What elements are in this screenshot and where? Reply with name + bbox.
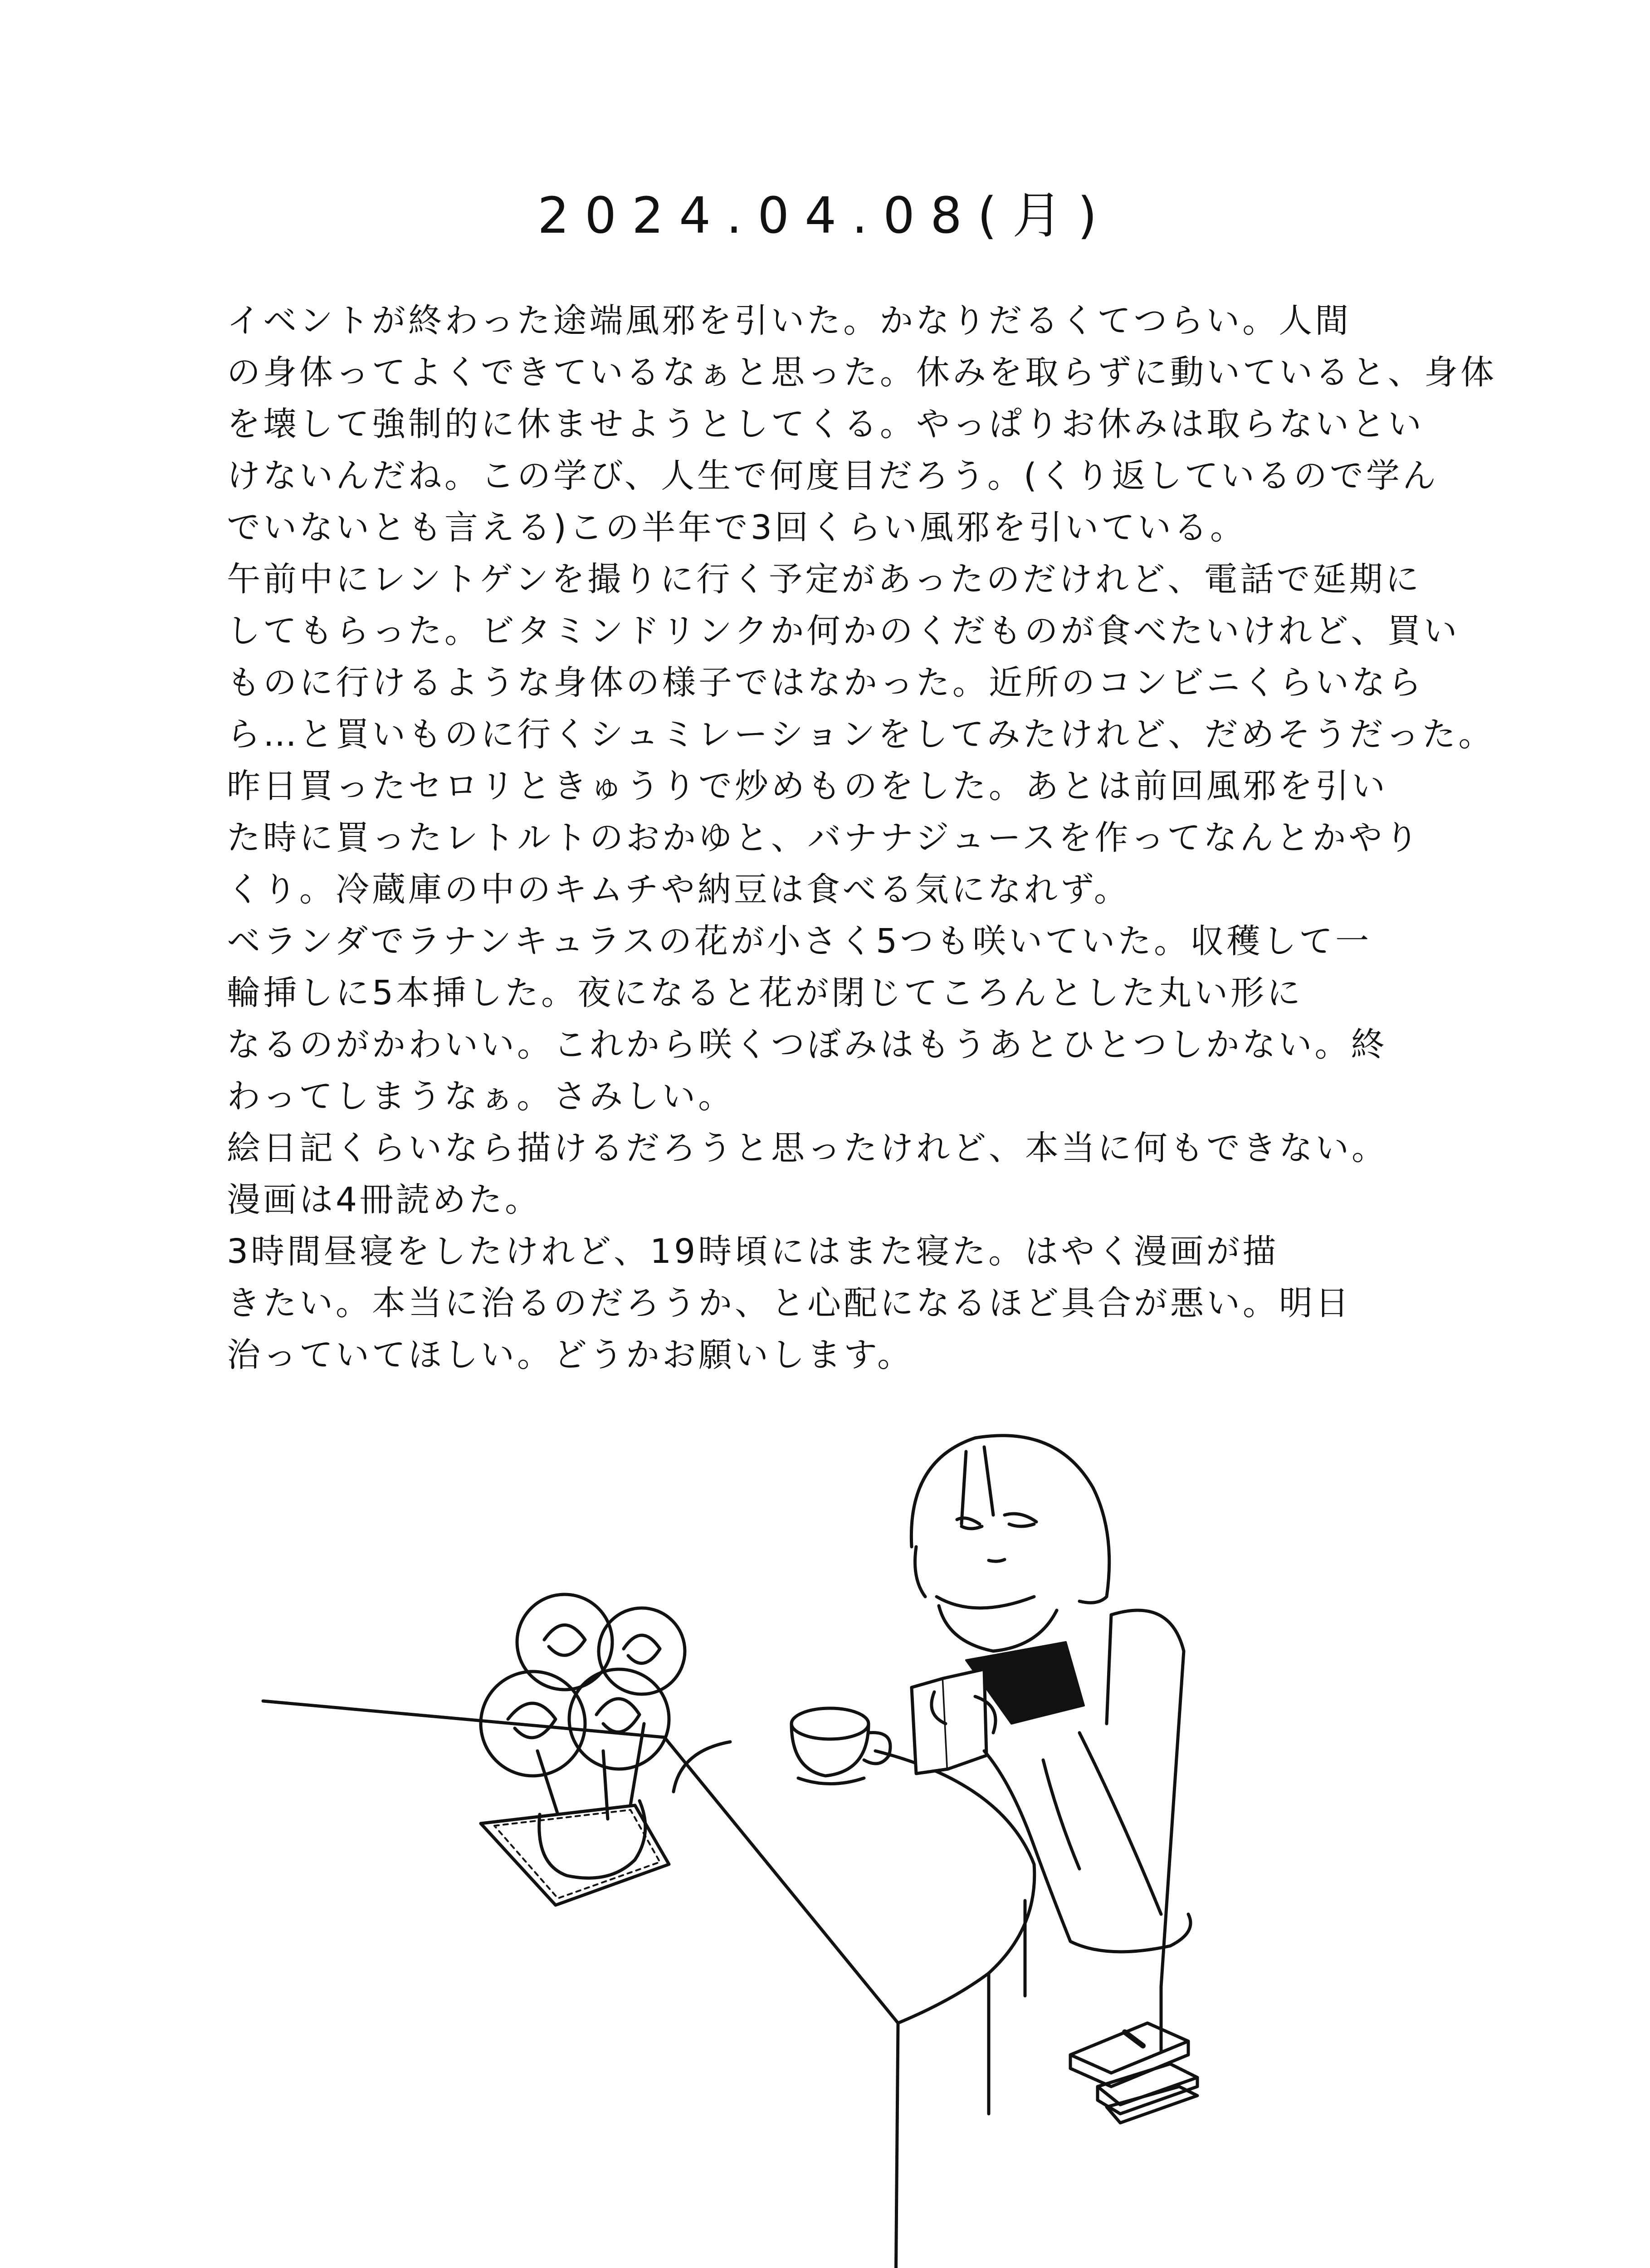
doily-drawing	[481, 1805, 669, 1905]
diary-entry-text	[227, 295, 1497, 1381]
diary-line: を壊して強制的に休ませようとしてくる。やっぱりお休みは取らないとい	[227, 405, 1424, 444]
diary-line: 3時間昼寝をしたけれど、19時頃にはまた寝た。はやく漫画が描	[227, 1232, 1279, 1271]
chair-drawing	[1107, 1610, 1184, 2050]
diary-line: イベントが終わった途端風邪を引いた。かなりだるくてつらい。人間	[227, 301, 1352, 340]
diary-line: してもらった。ビタミンドリンクか何かのくだものが食べたいけれど、買い	[227, 611, 1460, 650]
diary-line: ものに行けるような身体の様子ではなかった。近所のコンビニくらいなら	[227, 663, 1424, 702]
diary-line: 絵日記くらいなら描けるだろうと思ったけれど、本当に何もできない。	[227, 1129, 1388, 1168]
diary-line: 午前中にレントゲンを撮りに行く予定があったのだけれど、電話で延期に	[227, 560, 1422, 599]
diary-line: の身体ってよくできているなぁと思った。休みを取らずに動いていると、身体	[227, 353, 1497, 392]
diary-line: ら…と買いものに行くシュミレーションをしてみたけれど、だめそうだった。	[227, 715, 1495, 754]
diary-line: なるのがかわいい。これから咲くつぼみはもうあとひとつしかない。終	[227, 1025, 1387, 1064]
diary-line: ベランダでラナンキュラスの花が小さく5つも咲いていた。収穫して一	[227, 922, 1372, 961]
diary-line: 漫画は4冊読めた。	[227, 1180, 542, 1219]
diary-line: 輪挿しに5本挿した。夜になると花が閉じてころんとした丸い形に	[227, 973, 1303, 1012]
diary-line: 治っていてほしい。どうかお願いします。	[227, 1335, 914, 1374]
diary-line: きたい。本当に治るのだろうか、と心配になるほど具合が悪い。明日	[227, 1284, 1352, 1323]
diary-line: けないんだね。この学び、人生で何度目だろう。(くり返しているので学ん	[227, 456, 1439, 495]
diary-line: でいないとも言える)この半年で3回くらい風邪を引いている。	[227, 508, 1246, 547]
diary-line: た時に買ったレトルトのおかゆと、バナナジュースを作ってなんとかやり	[227, 818, 1421, 857]
diary-line: わってしまうなぁ。さみしい。	[227, 1077, 735, 1116]
book-stack-drawing	[1070, 2023, 1197, 2123]
diary-illustration	[0, 1406, 1650, 2268]
diary-date: 2024.04.08(月)	[537, 186, 1113, 244]
coffee-cup-drawing	[791, 1708, 890, 1784]
table-drawing	[263, 1701, 1035, 2268]
girl-reading-drawing	[911, 1436, 1191, 1952]
diary-line: 昨日買ったセロリときゅうりで炒めものをした。あとは前回風邪を引い	[227, 767, 1388, 806]
diary-line: くり。冷蔵庫の中のキムチや納豆は食べる気になれず。	[227, 870, 1130, 909]
